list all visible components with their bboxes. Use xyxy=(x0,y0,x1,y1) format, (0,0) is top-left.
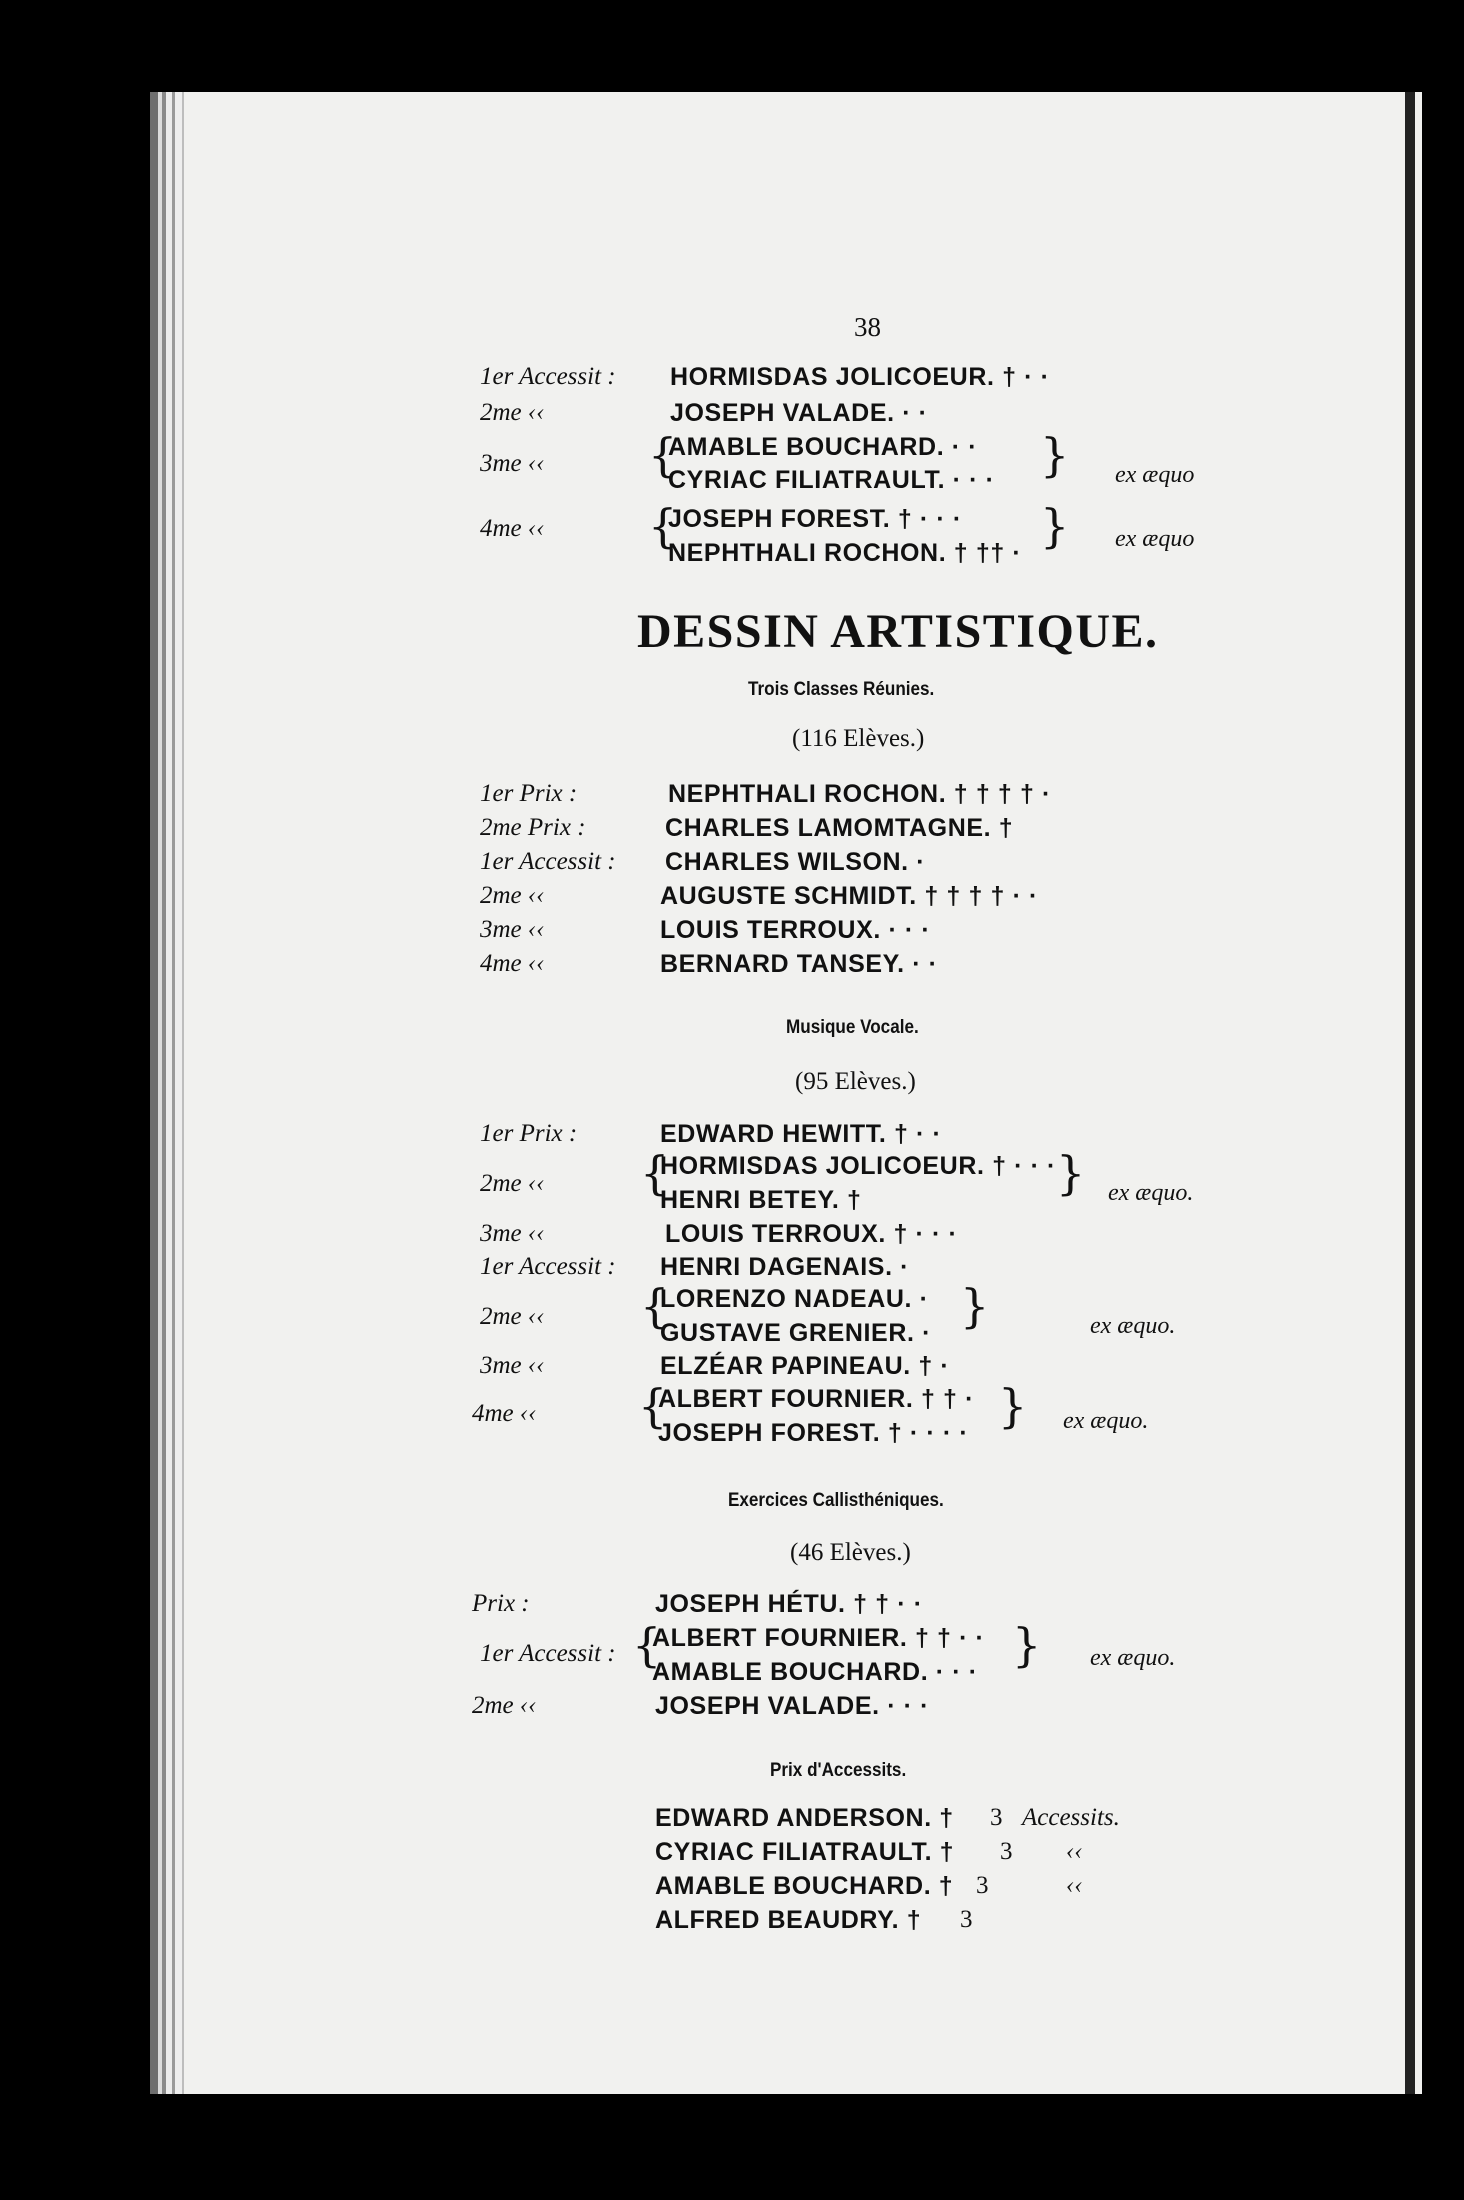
accessit-label: Accessits. xyxy=(1022,1804,1120,1831)
accessit-count: 3 xyxy=(960,1906,973,1933)
page-right-border xyxy=(1405,92,1415,2094)
ex-aequo-note: ex æquo. xyxy=(1108,1180,1194,1206)
student-name: JOSEPH FOREST. † · · · xyxy=(668,505,962,533)
section-heading-exercices: Exercices Callisthéniques. xyxy=(728,1490,944,1511)
student-name: LOUIS TERROUX. · · · xyxy=(660,916,931,944)
section-heading-accessits: Prix d'Accessits. xyxy=(770,1760,907,1781)
ex-aequo-note: ex æquo xyxy=(1115,462,1195,488)
left-brace: { xyxy=(640,1279,670,1333)
student-count: (116 Elèves.) xyxy=(792,725,925,752)
student-name: LORENZO NADEAU. · xyxy=(660,1285,929,1313)
student-name: AMABLE BOUCHARD. · · · xyxy=(652,1658,978,1686)
rank-label: 1er Accessit : xyxy=(480,1253,616,1280)
rank-label: Prix : xyxy=(472,1590,530,1617)
student-name: CYRIAC FILIATRAULT. · · · xyxy=(668,466,995,494)
accessit-label: ‹‹ xyxy=(1066,1838,1083,1865)
left-brace: { xyxy=(648,428,678,482)
rank-label: 2me ‹‹ xyxy=(480,1303,545,1330)
student-name: HENRI DAGENAIS. · xyxy=(660,1253,910,1281)
rank-label: 2me ‹‹ xyxy=(472,1692,537,1719)
student-name: EDWARD ANDERSON. † xyxy=(655,1804,954,1832)
student-name: HORMISDAS JOLICOEUR. † · · · xyxy=(660,1152,1056,1180)
student-name: NEPHTHALI ROCHON. † † † † · xyxy=(668,780,1051,808)
rank-label: 2me ‹‹ xyxy=(480,1170,545,1197)
rank-label: 3me ‹‹ xyxy=(480,1352,545,1379)
student-name: CHARLES LAMOMTAGNE. † xyxy=(665,814,1014,842)
right-brace: } xyxy=(1040,499,1070,553)
student-name: EDWARD HEWITT. † · · xyxy=(660,1120,942,1148)
document-page xyxy=(150,92,1422,2094)
left-brace: { xyxy=(632,1618,662,1672)
rank-label: 1er Accessit : xyxy=(480,1640,616,1667)
rank-label: 4me ‹‹ xyxy=(480,950,545,977)
student-name: HORMISDAS JOLICOEUR. † · · xyxy=(670,363,1050,391)
student-name: NEPHTHALI ROCHON. † †† · xyxy=(668,539,1022,567)
section-subheading: Trois Classes Réunies. xyxy=(748,679,935,700)
rank-label: 3me ‹‹ xyxy=(480,450,545,477)
student-name: ALBERT FOURNIER. † † · xyxy=(658,1385,974,1413)
student-name: GUSTAVE GRENIER. · xyxy=(660,1319,932,1347)
student-name: ALFRED BEAUDRY. † xyxy=(655,1906,922,1934)
rank-label: 4me ‹‹ xyxy=(480,515,545,542)
rank-label: 1er Prix : xyxy=(480,1120,578,1147)
student-name: JOSEPH HÉTU. † † · · xyxy=(655,1590,923,1618)
rank-label: 1er Accessit : xyxy=(480,363,616,390)
ex-aequo-note: ex æquo. xyxy=(1090,1645,1176,1671)
accessit-count: 3 xyxy=(976,1872,989,1899)
rank-label: 1er Prix : xyxy=(480,780,578,807)
section-heading-dessin: DESSIN ARTISTIQUE. xyxy=(637,605,1159,658)
left-brace: { xyxy=(638,1379,668,1433)
page-number: 38 xyxy=(854,312,881,342)
right-brace: } xyxy=(1012,1618,1042,1672)
section-heading-musique: Musique Vocale. xyxy=(786,1017,919,1038)
right-brace: } xyxy=(998,1379,1028,1433)
student-name: LOUIS TERROUX. † · · · xyxy=(665,1220,958,1248)
student-name: ELZÉAR PAPINEAU. † · xyxy=(660,1352,950,1380)
rank-label: 4me ‹‹ xyxy=(472,1400,537,1427)
page-binding-edge xyxy=(150,92,214,2094)
ex-aequo-note: ex æquo. xyxy=(1063,1408,1149,1434)
rank-label: 2me ‹‹ xyxy=(480,399,545,426)
student-count: (95 Elèves.) xyxy=(795,1068,916,1095)
student-name: JOSEPH VALADE. · · · xyxy=(655,1692,930,1720)
rank-label: 3me ‹‹ xyxy=(480,1220,545,1247)
student-name: AMABLE BOUCHARD. † xyxy=(655,1872,954,1900)
student-name: CHARLES WILSON. · xyxy=(665,848,926,876)
student-name: CYRIAC FILIATRAULT. † xyxy=(655,1838,955,1866)
left-brace: { xyxy=(640,1146,670,1200)
right-brace: } xyxy=(1056,1146,1086,1200)
student-name: ALBERT FOURNIER. † † · · xyxy=(652,1624,985,1652)
accessit-count: 3 xyxy=(990,1804,1003,1831)
accessit-label: ‹‹ xyxy=(1066,1872,1083,1899)
rank-label: 2me ‹‹ xyxy=(480,882,545,909)
left-brace: { xyxy=(648,499,678,553)
student-name: HENRI BETEY. † xyxy=(660,1186,862,1214)
ex-aequo-note: ex æquo xyxy=(1115,526,1195,552)
student-name: JOSEPH FOREST. † · · · · xyxy=(658,1419,969,1447)
student-name: AUGUSTE SCHMIDT. † † † † · · xyxy=(660,882,1038,910)
right-brace: } xyxy=(960,1279,990,1333)
rank-label: 2me Prix : xyxy=(480,814,586,841)
student-name: JOSEPH VALADE. · · xyxy=(670,399,928,427)
student-count: (46 Elèves.) xyxy=(790,1539,911,1566)
ex-aequo-note: ex æquo. xyxy=(1090,1313,1176,1339)
accessit-count: 3 xyxy=(1000,1838,1013,1865)
student-name: BERNARD TANSEY. · · xyxy=(660,950,938,978)
rank-label: 3me ‹‹ xyxy=(480,916,545,943)
right-brace: } xyxy=(1040,428,1070,482)
student-name: AMABLE BOUCHARD. · · xyxy=(668,433,978,461)
rank-label: 1er Accessit : xyxy=(480,848,616,875)
